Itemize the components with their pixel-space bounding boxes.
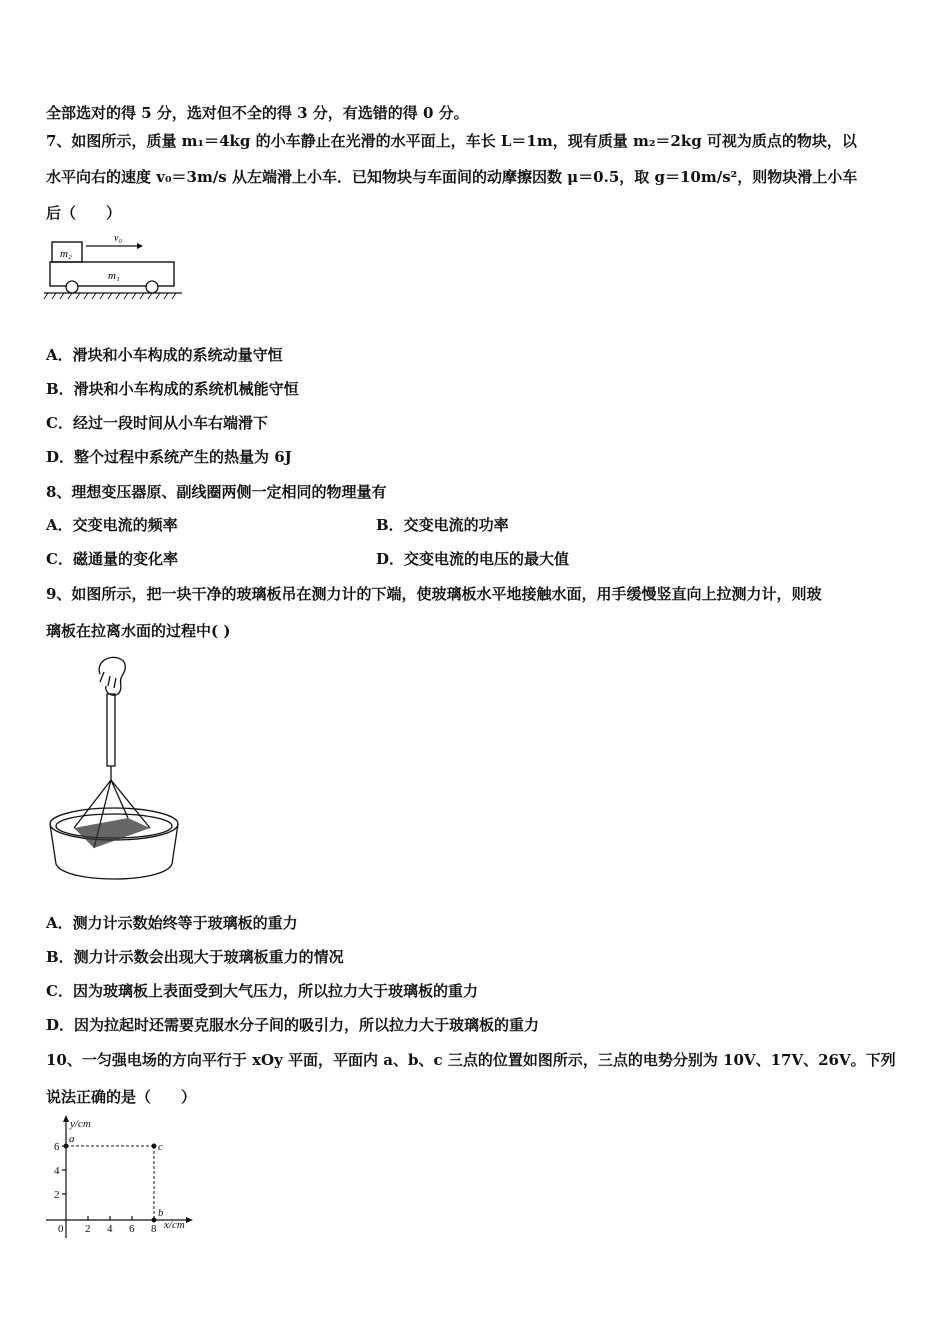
string-back [111,780,128,818]
q7-stem-line2: 水平向右的速度 v₀＝3m/s 从左端滑上小车．已知物块与车面间的动摩擦因数 μ＝0.5，取 g＝10m/s²，则物块滑上小车 [46,168,858,186]
ground-hatching [44,293,176,299]
y-axis-label: y/cm [70,1118,91,1130]
q9-stem-line2: 璃板在拉离水面的过程中( ) [46,622,231,640]
q7-option-a: A．滑块和小车构成的系统动量守恒 [46,346,283,364]
x-tick-4: 4 [107,1223,113,1235]
q10-stem-line2: 说法正确的是（ ） [46,1088,197,1106]
y-tick-2: 2 [54,1189,60,1201]
x-axis-label: x/cm [164,1219,185,1231]
q9-option-c: C．因为玻璃板上表面受到大气压力，所以拉力大于玻璃板的重力 [46,982,478,1000]
q8-option-a: A．交变电流的频率 [46,516,178,534]
velocity-arrowhead [137,243,143,249]
q8-option-d: D．交变电流的电压的最大值 [376,550,570,568]
point-b [152,1218,157,1223]
q10-coordinate-figure [40,1114,200,1246]
y-tick-4: 4 [54,1165,60,1177]
q8-stem: 8、理想变压器原、副线圈两侧一定相同的物理量有 [46,483,387,501]
x-tick-6: 6 [129,1223,135,1235]
q8-option-b: B．交变电流的功率 [376,516,509,534]
q7-stem-line3: 后（ ） [46,204,122,222]
q8-option-c: C．磁通量的变化率 [46,550,178,568]
x-tick-2: 2 [85,1223,91,1235]
point-c-label: c [158,1141,163,1153]
q7-option-d: D．整个过程中系统产生的热量为 6J [46,448,292,466]
block-label: m₂ [60,248,72,260]
spring-scale [107,694,115,766]
y-axis-arrow [63,1115,69,1122]
q9-option-d: D．因为拉起时还需要克服水分子间的吸引力，所以拉力大于玻璃板的重力 [46,1016,540,1034]
x-axis-arrow [186,1217,193,1223]
q9-stem-line1: 9、如图所示，把一块干净的玻璃板吊在测力计的下端，使玻璃板水平地接触水面，用手缓慢竖直向上拉测力计，则玻 [46,585,822,603]
left-wheel [66,281,78,293]
q9-option-a: A．测力计示数始终等于玻璃板的重力 [46,914,298,932]
point-a [64,1144,69,1149]
point-b-label: b [158,1207,164,1219]
x-tick-8: 8 [151,1223,157,1235]
q7-option-b: B．滑块和小车构成的系统机械能守恒 [46,380,299,398]
point-c [152,1144,157,1149]
right-wheel [146,281,158,293]
origin-label: 0 [58,1223,64,1235]
velocity-label: v₀ [114,233,122,244]
glass-plate [74,818,150,848]
point-a-label: a [69,1133,75,1145]
section-intro: 全部选对的得 5 分，选对但不全的得 3 分，有选错的得 0 分。 [46,104,469,122]
fingers [100,672,116,688]
hand [99,657,125,695]
q9-option-b: B．测力计示数会出现大于玻璃板重力的情况 [46,948,344,966]
y-tick-6: 6 [54,1141,60,1153]
q7-cart-figure [42,232,187,304]
cart-label: m₁ [108,270,120,282]
q9-glass-plate-figure [44,652,184,892]
q7-option-c: C．经过一段时间从小车右端滑下 [46,414,268,432]
q7-stem-line1: 7、如图所示，质量 m₁＝4kg 的小车静止在光滑的水平面上，车长 L＝1m，现有质量 m₂＝2kg 可视为质点的物块，以 [46,132,857,150]
q10-stem-line1: 10、一匀强电场的方向平行于 xOy 平面，平面内 a、b、c 三点的位置如图所示，三点的电势分别为 10V、17V、26V。下列 [46,1051,896,1069]
